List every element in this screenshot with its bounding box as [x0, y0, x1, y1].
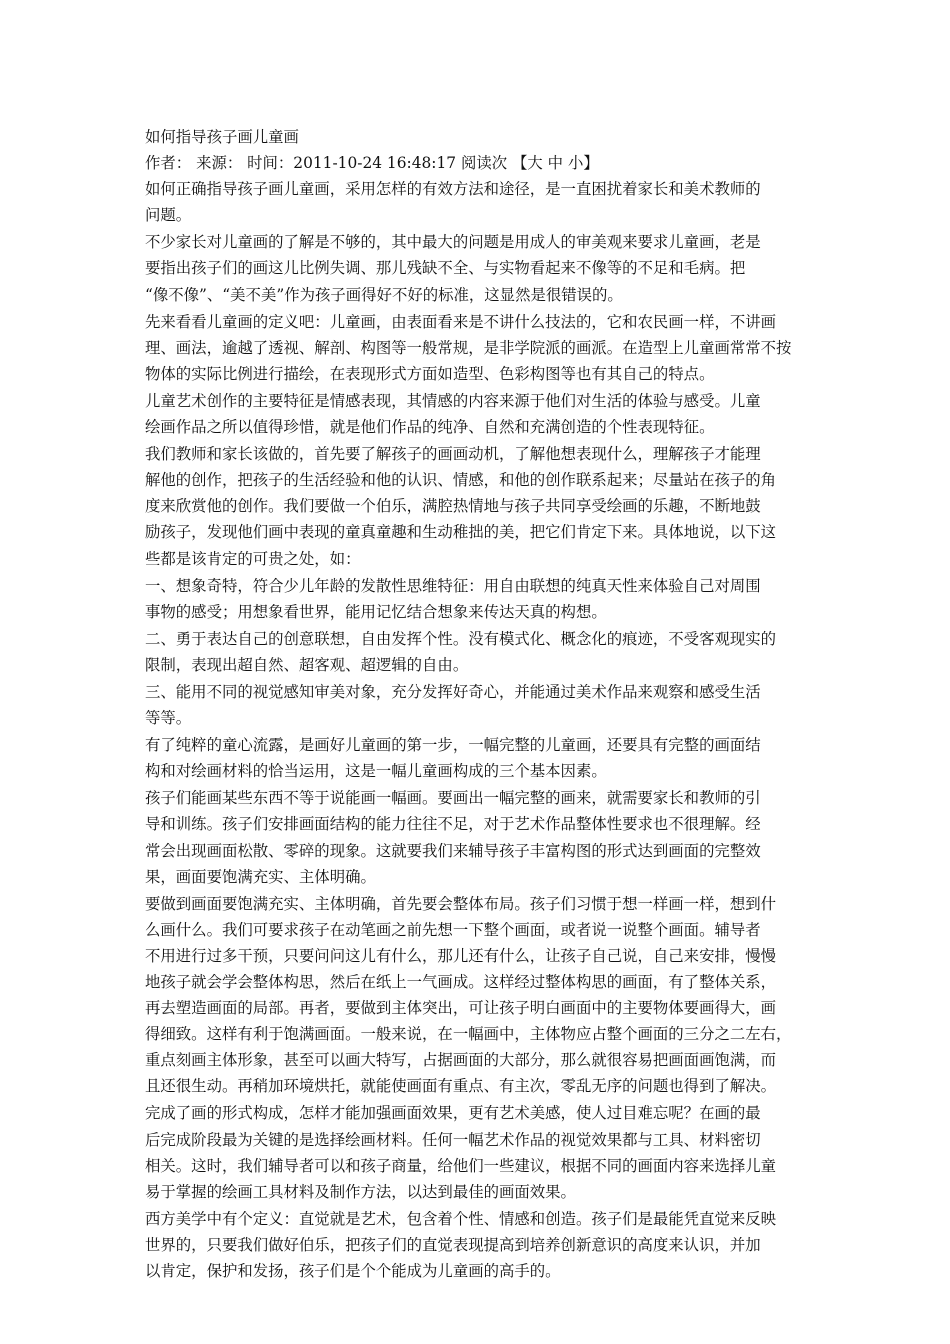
paragraph-line: 解他的创作，把孩子的生活经验和他的认识、情感，和他的创作联系起来；尽量站在孩子的角 — [145, 471, 777, 490]
paragraph-line: 相关。这时，我们辅导者可以和孩子商量，给他们一些建议，根据不同的画面内容来选择儿童 — [145, 1156, 777, 1175]
paragraph — [145, 891, 813, 1100]
paragraph-line: 绘画作品之所以值得珍惜，就是他们作品的纯净、自然和充满创造的个性表现特征。 — [145, 418, 715, 437]
paragraph — [145, 1206, 813, 1284]
article-title: 如何指导孩子画儿童画 — [145, 128, 299, 146]
paragraph — [145, 732, 813, 784]
paragraph-line: 世界的，只要我们做好伯乐，把孩子们的直觉表现提高到培养创新意识的高度来认识，并加 — [145, 1235, 761, 1254]
paragraph — [145, 229, 813, 307]
paragraph-line: 儿童艺术创作的主要特征是情感表现，其情感的内容来源于他们对生活的体验与感受。儿童 — [145, 391, 761, 410]
paragraph-line: 导和训练。孩子们安排画面结构的能力往往不足，对于艺术作品整体性要求也不很理解。经 — [145, 815, 761, 834]
article-meta: 作者： 来源： 时间：2011-10-24 16:48:17 阅读次 【大 中 小】 — [145, 154, 599, 173]
paragraph-line: 物体的实际比例进行描绘，在表现形式方面如造型、色彩构图等也有其自己的特点。 — [145, 364, 715, 383]
paragraph-line: 以肯定，保护和发扬，孩子们是个个能成为儿童画的高手的。 — [145, 1262, 561, 1281]
paragraph-line: 些都是该肯定的可贵之处，如： — [145, 549, 361, 568]
paragraph-line: 得细致。这样有利于饱满画面。一般来说，在一幅画中，主体物应占整个画面的三分之二左右， — [145, 1025, 792, 1044]
paragraph — [145, 388, 813, 440]
paragraph-line: 常会出现画面松散、零碎的现象。这就要我们来辅导孩子丰富构图的形式达到画面的完整效 — [145, 841, 761, 860]
paragraph-line: 后完成阶段最为关键的是选择绘画材料。任何一幅艺术作品的视觉效果都与工具、材料密切 — [145, 1130, 761, 1149]
article — [145, 124, 813, 1285]
paragraph-line: 度来欣赏他的创作。我们要做一个伯乐，满腔热情地与孩子共同享受绘画的乐趣，不断地鼓 — [145, 497, 761, 516]
paragraph-line: 励孩子，发现他们画中表现的童真童趣和生动稚拙的美，把它们肯定下来。具体地说，以下这 — [145, 523, 777, 542]
paragraph — [145, 176, 813, 228]
paragraph-line: 要指出孩子们的画这儿比例失调、那儿残缺不全、与实物看起来不像等的不足和毛病。把 — [145, 259, 746, 278]
paragraph-line: 么画什么。我们可要求孩子在动笔画之前先想一下整个画面，或者说一说整个画面。辅导者 — [145, 920, 761, 939]
paragraph-line: 问题。 — [145, 206, 192, 225]
paragraph-line: 易于掌握的绘画工具材料及制作方法，以达到最佳的画面效果。 — [145, 1182, 576, 1201]
paragraph-line: 事物的感受；用想象看世界，能用记忆结合想象来传达天真的构想。 — [145, 602, 607, 621]
paragraph — [145, 573, 813, 625]
paragraph-line: 西方美学中有个定义：直觉就是艺术，包含着个性、情感和创造。孩子们是最能凭直觉来反映 — [145, 1209, 777, 1228]
article-body — [145, 176, 813, 1284]
paragraph — [145, 309, 813, 387]
paragraph-line: 且还很生动。再稍加环境烘托，就能使画面有重点、有主次，零乱无序的问题也得到了解决。 — [145, 1077, 777, 1096]
paragraph-line: 果，画面要饱满充实、主体明确。 — [145, 867, 376, 886]
paragraph-line: 二、勇于表达自己的创意联想，自由发挥个性。没有模式化、概念化的痕迹，不受客观现实的 — [145, 629, 777, 648]
paragraph-line: 有了纯粹的童心流露，是画好儿童画的第一步，一幅完整的儿童画，还要具有完整的画面结 — [145, 736, 761, 755]
paragraph-line: 限制，表现出超自然、超客观、超逻辑的自由。 — [145, 655, 469, 674]
paragraph-line: 孩子们能画某些东西不等于说能画一幅画。要画出一幅完整的画来，就需要家长和教师的引 — [145, 789, 761, 808]
paragraph-line: 地孩子就会学会整体构思，然后在纸上一气画成。这样经过整体构思的画面，有了整体关系， — [145, 973, 777, 991]
paragraph-line: 完成了画的形式构成，怎样才能加强画面效果，更有艺术美感，使人过目难忘呢？在画的最 — [145, 1104, 761, 1123]
paragraph-line: 构和对绘画材料的恰当运用，这是一幅儿童画构成的三个基本因素。 — [145, 762, 607, 781]
paragraph — [145, 441, 813, 571]
paragraph-line: 重点刻画主体形象，甚至可以画大特写，占据画面的大部分，那么就很容易把画面画饱满，而 — [145, 1051, 777, 1070]
paragraph-line: 先来看看儿童画的定义吧：儿童画，由表面看来是不讲什么技法的，它和农民画一样，不讲画 — [145, 312, 777, 331]
paragraph-line: 我们教师和家长该做的，首先要了解孩子的画画动机，了解他想表现什么，理解孩子才能理 — [145, 445, 761, 464]
paragraph-line: 等等。 — [145, 709, 192, 728]
paragraph-line: 如何正确指导孩子画儿童画，采用怎样的有效方法和途径，是一直困扰着家长和美术教师的 — [145, 180, 761, 199]
paragraph-line: 不少家长对儿童画的了解是不够的，其中最大的问题是用成人的审美观来要求儿童画，老是 — [145, 233, 761, 252]
paragraph-line: 再去塑造画面的局部。再者，要做到主体突出，可让孩子明白画面中的主要物体要画得大，画 — [145, 999, 777, 1018]
paragraph — [145, 626, 813, 678]
paragraph-line: 不用进行过多干预，只要问问这儿有什么，那儿还有什么，让孩子自己说，自己来安排，慢慢 — [145, 946, 777, 965]
paragraph-line: 要做到画面要饱满充实、主体明确，首先要会整体布局。孩子们习惯于想一样画一样，想到什 — [145, 894, 777, 913]
paragraph-line: 一、想象奇特，符合少儿年龄的发散性思维特征：用自由联想的纯真天性来体验自己对周围 — [145, 576, 761, 595]
paragraph-line: 理、画法，逾越了透视、解剖、构图等一般常规，是非学院派的画派。在造型上儿童画常常不按 — [145, 338, 792, 357]
paragraph-line: 三、能用不同的视觉感知审美对象，充分发挥好奇心，并能通过美术作品来观察和感受生活 — [145, 682, 761, 701]
paragraph — [145, 1100, 813, 1204]
paragraph — [145, 785, 813, 889]
paragraph-line: “像不像”、“美不美”作为孩子画得好不好的标准，这显然是很错误的。 — [145, 285, 623, 304]
paragraph — [145, 679, 813, 731]
